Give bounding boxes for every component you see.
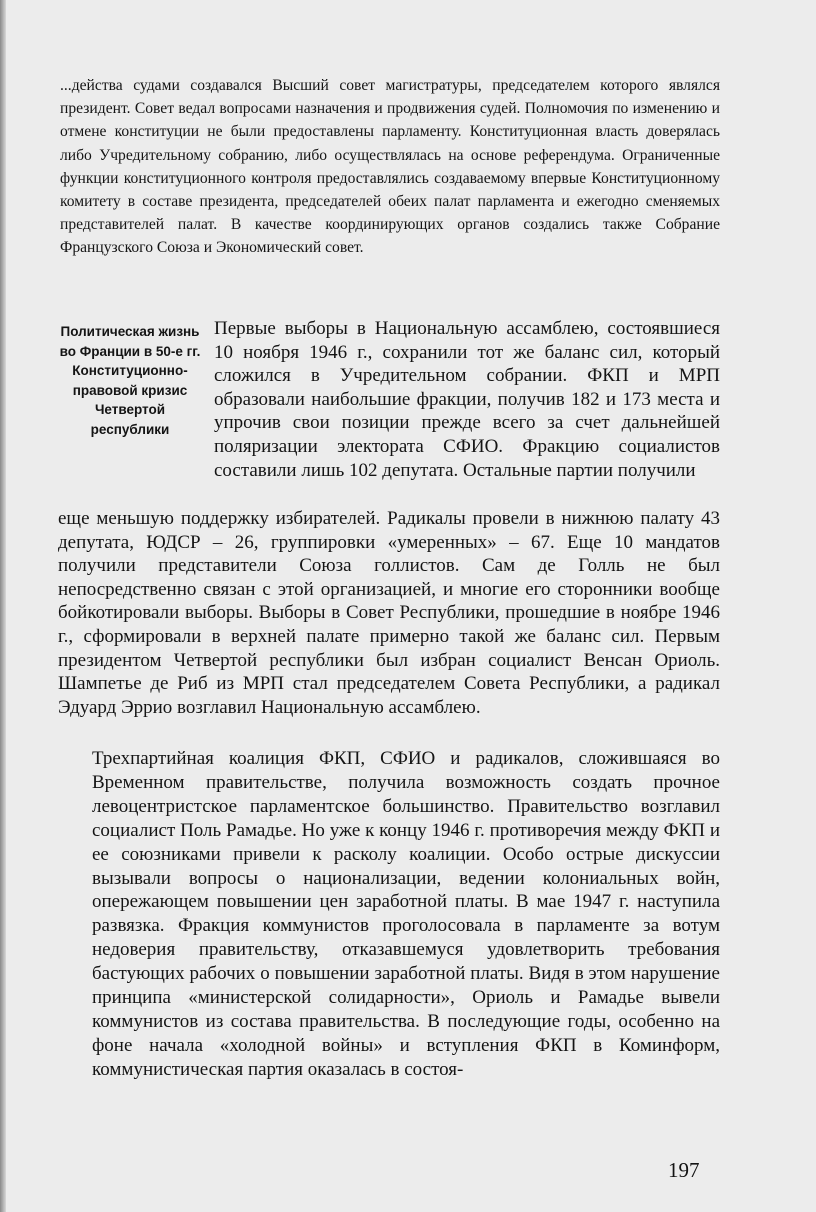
continuation-paragraph-text: еще меньшую поддержку избирателей. Радикалы провели в нижнюю палату 43 депутата, ЮДСР – 26, группировки «умеренных» – 67. Еще 10 мандатов получили представители Союза голлистов. Сам де Голль не был непосредственно связан с этой организацией, и многие его сторонники вообще бойкотировали выборы. Выборы в Совет Республики, прошедшие в ноябре 1946 г., сформировали в верхней палате примерно такой же баланс сил. Первым президентом Четвертой республики был избран социалист Венсан Ориоль. Шампетье де Риб из МРП стал председателем Совета Республики, а радикал Эдуард Эррио возглавил Национальную ассамблею. <box>58 508 720 718</box>
lead-paragraph <box>214 317 720 482</box>
continuation-paragraph <box>58 507 720 719</box>
top-paragraph <box>60 74 720 260</box>
top-paragraph-text: ...действа судами создавался Высший совет магистратуры, председателем которого являлся президент. Совет ведал вопросами назначения и продвижения судей. Полномочия по изменению и отмене конституции не были предоставлены парламенту. Конституционная власть доверялась либо Учредительному собранию, либо осуществлялась на основе референдума. Ограниченные функции конституционного контроля предоставлялись создаваемому впервые Конституционному комитету в составе президента, председателей обеих палат парламента и ежегодно сменяемых представителей палат. В качестве координирующих органов создались также Собрание Французского Союза и Экономический совет. <box>60 77 720 257</box>
page-number: 197 <box>668 1158 700 1182</box>
second-paragraph-text: Трехпартийная коалиция ФКП, СФИО и радикалов, сложившаяся во Временном правительстве, получила возможность создать прочное левоцентристское парламентское большинство. Правительство возглавил социалист Поль Рамадье. Но уже к концу 1946 г. противоречия между ФКП и ее союзниками привели к расколу коалиции. Особо острые дискуссии вызывали вопросы о национализации, ведении колониальных войн, опережающем повышении цен заработной платы. В мае 1947 г. наступила развязка. Фракция коммунистов проголосовала в парламенте за вотум недоверия правительству, отказавшемуся удовлетворить требования бастующих рабочих о повышении заработной платы. Видя в этом нарушение принципа «министерской солидарности», Ориоль и Рамадье вывели коммунистов из состава правительства. В последующие годы, особенно на фоне начала «холодной войны» и вступления ФКП в Коминформ, коммунистическая партия оказалась в состоя- <box>92 748 720 1080</box>
margin-heading-text: Политическая жизнь во Франции в 50-е гг. Конституционно-правовой кризис Четвертой республики <box>59 324 201 437</box>
second-paragraph <box>92 747 720 1082</box>
lead-paragraph-text: Первые выборы в Национальную ассамблею, состоявшиеся 10 ноября 1946 г., сохранили тот же баланс сил, который сложился в Учредительном собрании. ФКП и МРП образовали наибольшие фракции, получив 182 и 173 места и упрочив свои позиции прежде всего за счет дальнейшей поляризации электората СФИО. Фракцию социалистов составили лишь 102 депутата. Остальные партии получили <box>214 318 720 481</box>
margin-heading <box>56 322 204 440</box>
page-fold-shadow <box>0 0 6 1212</box>
